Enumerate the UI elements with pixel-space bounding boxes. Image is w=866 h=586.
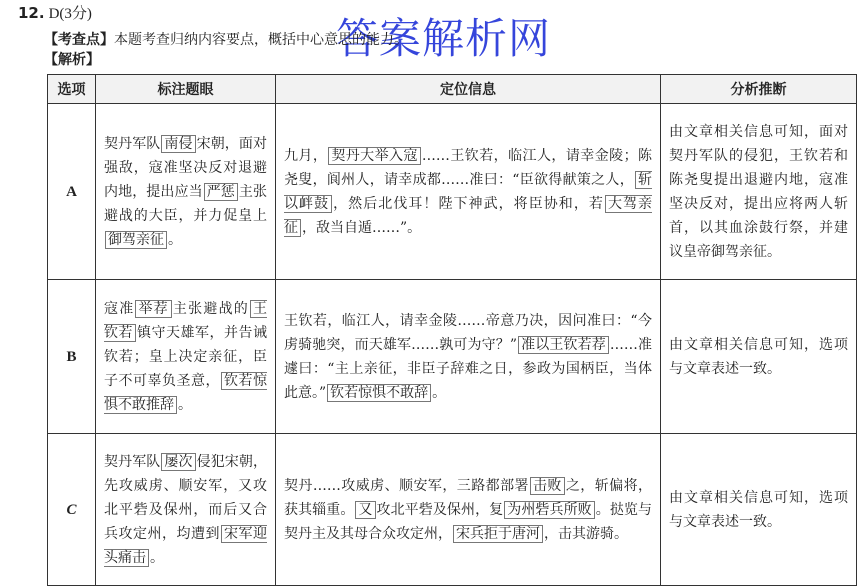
- header-inference: 分析推断: [661, 75, 857, 104]
- text-segment: 侵犯宋朝，先攻威虏、顺安军，又攻北平砦及保州，而后又合兵攻定州，均遭到: [104, 453, 268, 542]
- header-option: 选项: [48, 75, 96, 104]
- header-location: 定位信息: [276, 75, 661, 104]
- marks-cell: [96, 434, 276, 586]
- header-marks: 标注题眼: [96, 75, 276, 104]
- location-cell: [276, 104, 661, 280]
- question-header: [18, 2, 92, 23]
- table-row: [48, 434, 857, 586]
- highlighted-phrase: 御驾亲征: [105, 231, 167, 249]
- analysis-label: 【解析】: [44, 52, 100, 68]
- highlighted-phrase: 钦若惊惧不敢辞: [327, 384, 431, 402]
- text-segment: ……王钦若，临江人，请幸金陵；陈尧叟，阆州人，请幸成都……准曰：“臣欲得献策之人，: [284, 147, 653, 188]
- text-segment: 主张避战的: [172, 300, 250, 317]
- highlighted-phrase: 严惩: [204, 183, 238, 201]
- highlighted-phrase: 王钦若: [104, 300, 268, 341]
- text-segment: 主张避战的大臣，并力促皇上: [104, 183, 268, 224]
- text-segment: 九月，: [284, 147, 328, 164]
- highlighted-phrase: 南侵: [161, 135, 195, 153]
- analysis-point-text: 本题考查归纳内容要点，概括中心意思的能力。: [114, 32, 408, 48]
- analysis-point: [44, 29, 408, 49]
- text-segment: 。: [432, 384, 447, 401]
- watermark: 答案解析网: [336, 14, 552, 63]
- inference-cell: 由文章相关信息可知，面对契丹军队的侵犯，王钦若和陈尧叟提出退避内地，寇准坚决反对，提出应将两人斩首，以其血涂鼓行祭，并建议皇帝御驾亲征。: [661, 104, 857, 280]
- question-number: 12.: [18, 4, 45, 22]
- table-row: [48, 280, 857, 434]
- location-cell: [276, 280, 661, 434]
- text-segment: 宋朝，面对强敌，寇准坚决反对退避内地，提出应当: [104, 135, 268, 200]
- text-segment: 契丹……攻威虏、顺安军，三路都部署: [284, 477, 529, 494]
- table-row: [48, 104, 857, 280]
- highlighted-phrase: 宋军迎头痛击: [104, 525, 267, 566]
- analysis-label-line: [44, 49, 100, 69]
- option-cell: A: [48, 104, 96, 280]
- text-segment: 。: [150, 549, 164, 566]
- question-answer: D(3分): [48, 6, 92, 22]
- marks-cell: [96, 104, 276, 280]
- text-segment: ……准遽曰：“主上亲征，非臣子辞难之日，参政为国柄臣，当体此意。”: [284, 336, 653, 401]
- highlighted-phrase: 又: [355, 501, 375, 519]
- highlighted-phrase: 契丹大举入寇: [328, 147, 421, 165]
- text-segment: 攻北平砦及保州，复: [376, 501, 504, 518]
- text-segment: 。挞览与契丹主及其母合众攻定州，: [284, 501, 653, 542]
- highlighted-phrase: 大驾亲征: [284, 195, 653, 236]
- highlighted-phrase: 钦若惊惧不敢推辞: [104, 372, 267, 413]
- highlighted-phrase: 斩以衅鼓: [284, 171, 652, 212]
- analysis-table: [47, 74, 857, 586]
- text-segment: ，然后北伐耳！陛下神武，将臣协和，若: [333, 195, 604, 212]
- highlighted-phrase: 屡次: [161, 453, 195, 471]
- highlighted-phrase: 击败: [530, 477, 565, 495]
- option-cell: C: [48, 434, 96, 586]
- inference-cell: 由文章相关信息可知，选项与文章表述一致。: [661, 434, 857, 586]
- highlighted-phrase: 举荐: [135, 300, 171, 318]
- text-segment: 。: [168, 231, 182, 248]
- inference-cell: 由文章相关信息可知，选项与文章表述一致。: [661, 280, 857, 434]
- text-segment: 王钦若，临江人，请幸金陵……帝意乃决，因问准曰：“今虏骑驰突，而天雄军……孰可为守？”: [284, 312, 652, 353]
- text-segment: 寇准: [104, 300, 135, 317]
- text-segment: 契丹军队: [104, 135, 161, 152]
- highlighted-phrase: 准以王钦若荐: [518, 336, 609, 354]
- text-segment: 。: [178, 396, 192, 413]
- text-segment: ，击其游骑。: [544, 525, 628, 542]
- text-segment: 契丹军队: [104, 453, 161, 470]
- text-segment: 之，斩偏将，获其辎重。: [284, 477, 653, 518]
- table-header-row: [48, 75, 857, 104]
- highlighted-phrase: 为州砦兵所败: [504, 501, 595, 519]
- option-cell: B: [48, 280, 96, 434]
- text-segment: ，敌当自遁……”。: [302, 219, 422, 236]
- analysis-point-label: 【考查点】: [44, 32, 114, 48]
- highlighted-phrase: 宋兵拒于唐河: [453, 525, 543, 543]
- marks-cell: [96, 280, 276, 434]
- text-segment: 镇守天雄军，并告诫钦若；皇上决定亲征，臣子不可辜负圣意，: [104, 324, 267, 389]
- location-cell: [276, 434, 661, 586]
